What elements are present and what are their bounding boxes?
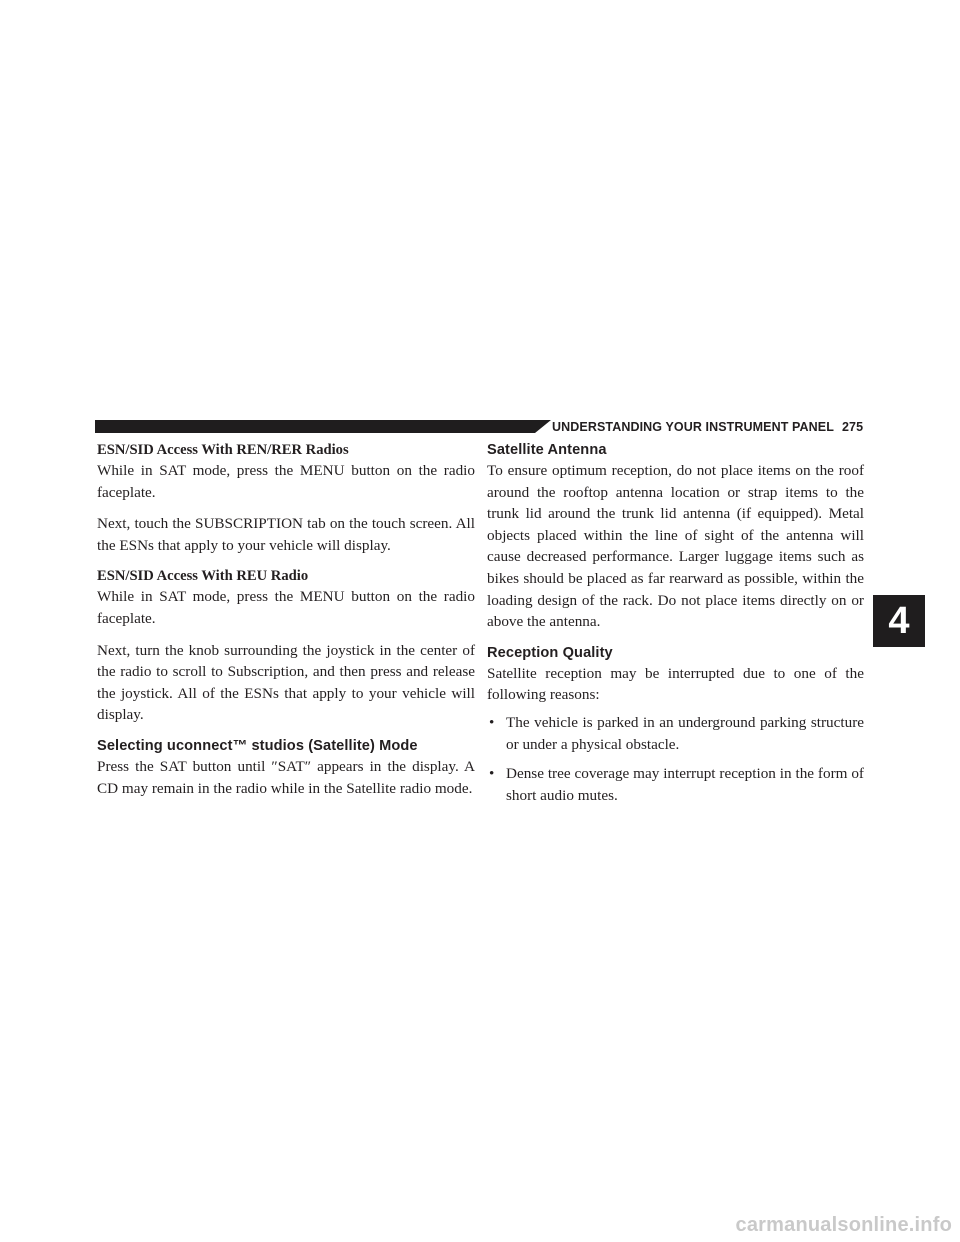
heading-esn-reu: ESN/SID Access With REU Radio	[97, 568, 309, 585]
paragraph: While in SAT mode, press the MENU button on the radio faceplate.	[97, 462, 475, 501]
running-header	[552, 418, 863, 436]
heading-satellite-antenna: Satellite Antenna	[487, 442, 607, 458]
paragraph: To ensure optimum reception, do not place items on the roof around the rooftop antenna location or strap items to the trunk lid around the trunk lid antenna (if equipped). Metal objects placed within the line of sight of the antenna will cause decreased performance. Larger luggage items such as bikes should be placed as far rearward as possible, within the loading design of the rack. Do not place items directly on or above the antenna.	[487, 462, 864, 631]
right-column	[487, 440, 864, 806]
list-item: • Dense tree coverage may interrupt reception in the form of short audio mutes.	[489, 765, 864, 804]
bullet-icon: •	[489, 765, 495, 783]
page-number: 275	[841, 420, 864, 434]
bullet-icon: •	[489, 713, 495, 731]
reasons-list	[487, 712, 864, 806]
heading-esn-ren-rer: ESN/SID Access With REN/RER Radios	[97, 442, 349, 458]
list-item: • The vehicle is parked in an underground parking structure or under a physical obstacle.	[489, 713, 864, 753]
header-rule	[95, 420, 535, 433]
paragraph: Next, touch the SUBSCRIPTION tab on the touch screen. All the ESNs that apply to your vehicle will display.	[97, 515, 475, 554]
watermark: carmanualsonline.info	[735, 1214, 952, 1236]
chapter-tab: 4	[873, 595, 925, 647]
paragraph: Next, turn the knob surrounding the joystick in the center of the radio to scroll to Subscription, and then press and release the joystick. All of the ESNs that apply to your vehicle will display.	[97, 641, 475, 724]
paragraph: Press the SAT button until ″SAT″ appears in the display. A CD may remain in the radio while in the Satellite radio mode.	[97, 757, 475, 797]
paragraph: Satellite reception may be interrupted due to one of the following reasons:	[487, 664, 864, 704]
left-column	[97, 440, 475, 799]
section-title: UNDERSTANDING YOUR INSTRUMENT PANEL	[552, 420, 834, 434]
heading-selecting-satellite-mode: Selecting uconnect™ studios (Satellite) Mode	[97, 737, 418, 754]
paragraph: While in SAT mode, press the MENU button on the radio faceplate.	[97, 588, 475, 627]
heading-reception-quality: Reception Quality	[487, 644, 613, 661]
